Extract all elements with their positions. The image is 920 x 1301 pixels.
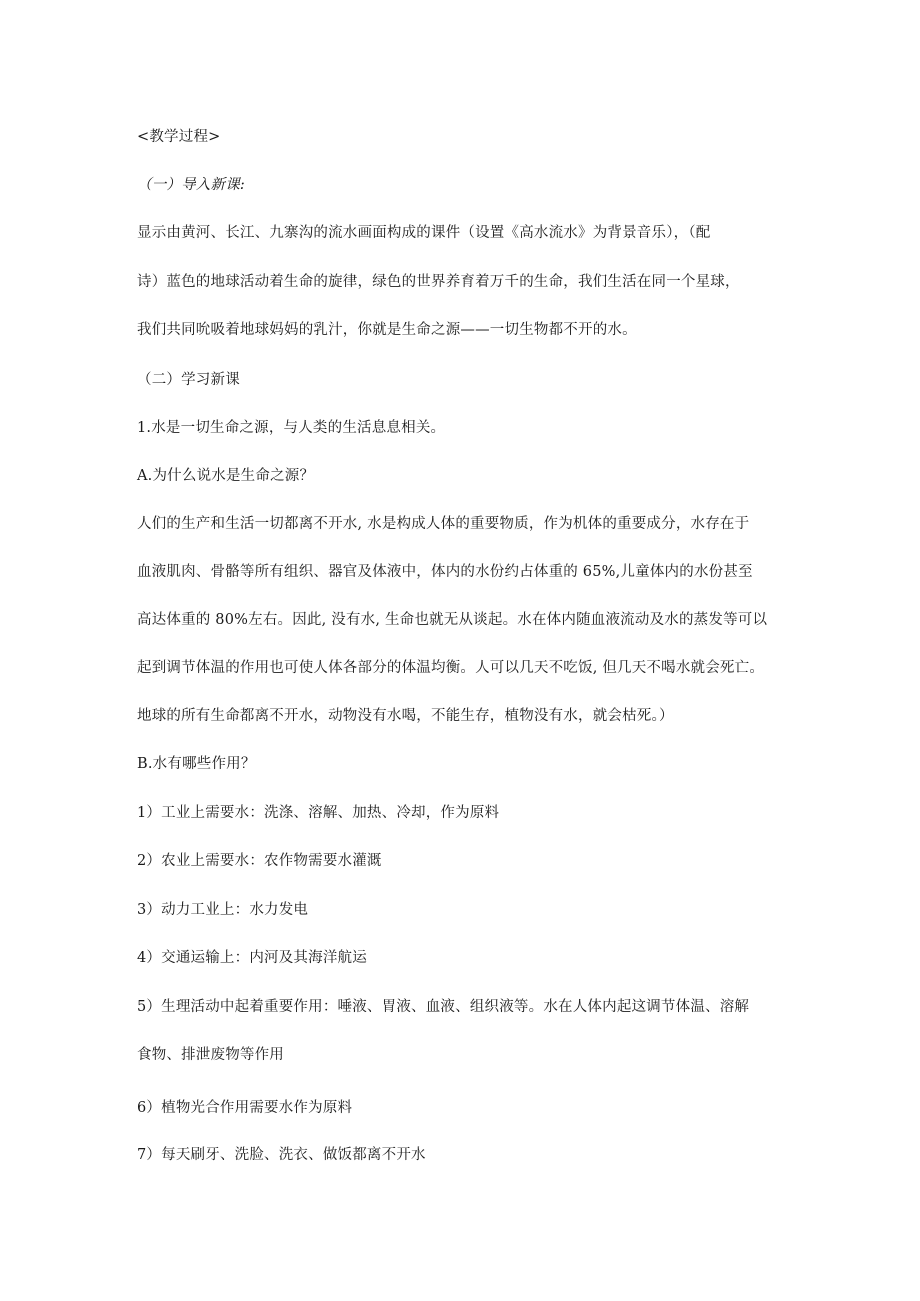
answer-a-line: 地球的所有生命都离不开水，动物没有水喝，不能生存，植物没有水，就会枯死。）	[137, 708, 674, 724]
use-item-6: 6）植物光合作用需要水作为原料	[137, 1100, 353, 1116]
use-item-3: 3）动力工业上：水力发电	[137, 902, 309, 918]
intro-paragraph-line: 我们共同吮吸着地球妈妈的乳汁，你就是生命之源——一切生物都不开的水。	[137, 322, 637, 338]
question-a-heading: A.为什么说水是生命之源？	[137, 468, 315, 484]
use-item-1: 1）工业上需要水：洗涤、溶解、加热、冷却，作为原料	[137, 805, 500, 821]
answer-a-line: 高达体重的 80%左右。因此, 没有水, 生命也就无从谈起。水在体内随血液流动及水的蒸发等可以	[137, 612, 768, 628]
use-item-7: 7）每天刷牙、洗脸、洗衣、做饭都离不开水	[137, 1147, 426, 1163]
section-intro-title: （一）导入新课:	[137, 177, 245, 193]
answer-a-line: 起到调节体温的作用也可使人体各部分的体温均衡。人可以几天不吃饭, 但几天不喝水就会死亡。	[137, 660, 765, 676]
question-b-heading: B.水有哪些作用？	[137, 756, 256, 772]
answer-a-line: 血液肌肉、骨骼等所有组织、器官及体液中，体内的水份约占体重的 65%,儿童体内的水份甚至	[137, 564, 753, 580]
point-1-heading: 1.水是一切生命之源，与人类的生活息息相关。	[137, 420, 446, 436]
intro-paragraph-line: 诗）蓝色的地球活动着生命的旋律，绿色的世界养育着万千的生命，我们生活在同一个星球，	[137, 274, 740, 290]
use-item-5: 5）生理活动中起着重要作用：唾液、胃液、血液、组织液等。水在人体内起这调节体温、溶解	[137, 999, 750, 1015]
section-learn-title: （二）学习新课	[137, 372, 240, 388]
answer-a-line: 人们的生产和生活一切都离不开水, 水是构成人体的重要物质，作为机体的重要成分，水存在于	[137, 516, 750, 532]
document-heading: <教学过程>	[137, 129, 221, 145]
use-item-4: 4）交通运输上：内河及其海洋航运	[137, 950, 367, 966]
intro-paragraph-line: 显示由黄河、长江、九寨沟的流水画面构成的课件（设置《高水流水》为背景音乐），（配	[137, 225, 711, 241]
use-item-2: 2）农业上需要水：农作物需要水灌溉	[137, 853, 382, 869]
use-item-5-continued: 食物、排泄废物等作用	[137, 1047, 284, 1063]
